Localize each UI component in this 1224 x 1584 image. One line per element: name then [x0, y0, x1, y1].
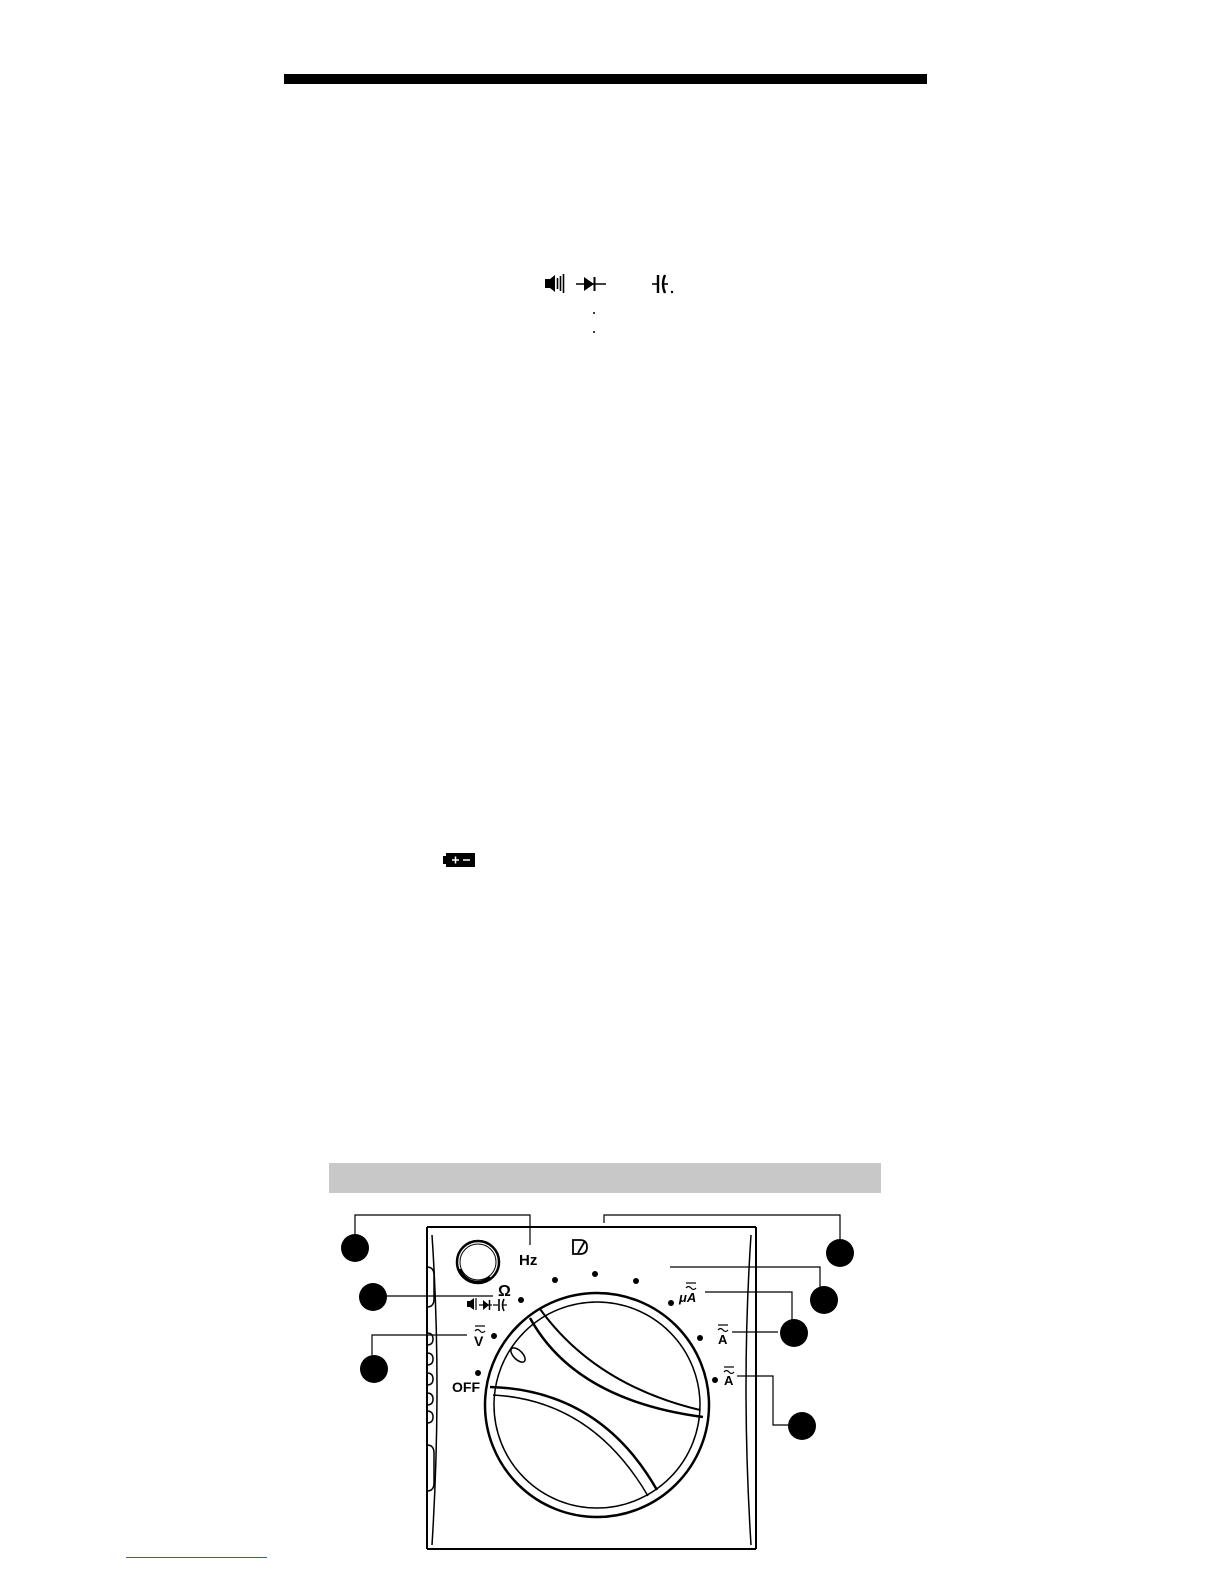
rotary-selector-knob	[485, 1293, 709, 1517]
list-dot	[593, 331, 595, 333]
function-symbol-row	[542, 273, 682, 295]
amp-label-2-group	[724, 1367, 734, 1388]
continuity-beeper-icon	[545, 274, 564, 293]
ohm-label: Ω	[498, 1283, 511, 1300]
callout-5	[810, 1286, 838, 1314]
amp-label-2: A	[724, 1373, 734, 1388]
top-rule	[284, 74, 927, 84]
capacitor-icon	[652, 275, 673, 293]
callout-2	[359, 1283, 387, 1311]
side-jacks	[427, 1267, 434, 1491]
micro-amp-label-group	[678, 1283, 696, 1305]
hold-button	[457, 1241, 499, 1283]
dial-position-dots	[475, 1271, 718, 1383]
callout-4	[826, 1239, 854, 1267]
callout-7	[788, 1412, 816, 1440]
meter-dial-illustration	[330, 1205, 870, 1560]
callout-6	[780, 1319, 808, 1347]
diode-icon	[576, 277, 606, 291]
amp-label-1-group	[718, 1325, 728, 1347]
callout-1	[341, 1234, 369, 1262]
footnote-rule	[126, 1557, 267, 1558]
list-dot	[593, 312, 595, 314]
battery-icon	[443, 853, 475, 872]
volt-label-group	[474, 1326, 485, 1349]
data-hold-icon	[573, 1240, 587, 1254]
volt-label: V	[474, 1333, 484, 1349]
callout-markers	[341, 1234, 854, 1440]
hz-label: Hz	[519, 1252, 538, 1269]
off-label: OFF	[452, 1379, 480, 1395]
amp-label-1: A	[718, 1332, 728, 1347]
callout-3	[360, 1355, 388, 1383]
section-header-band	[329, 1163, 881, 1193]
micro-amp-label: μA	[679, 1290, 697, 1305]
